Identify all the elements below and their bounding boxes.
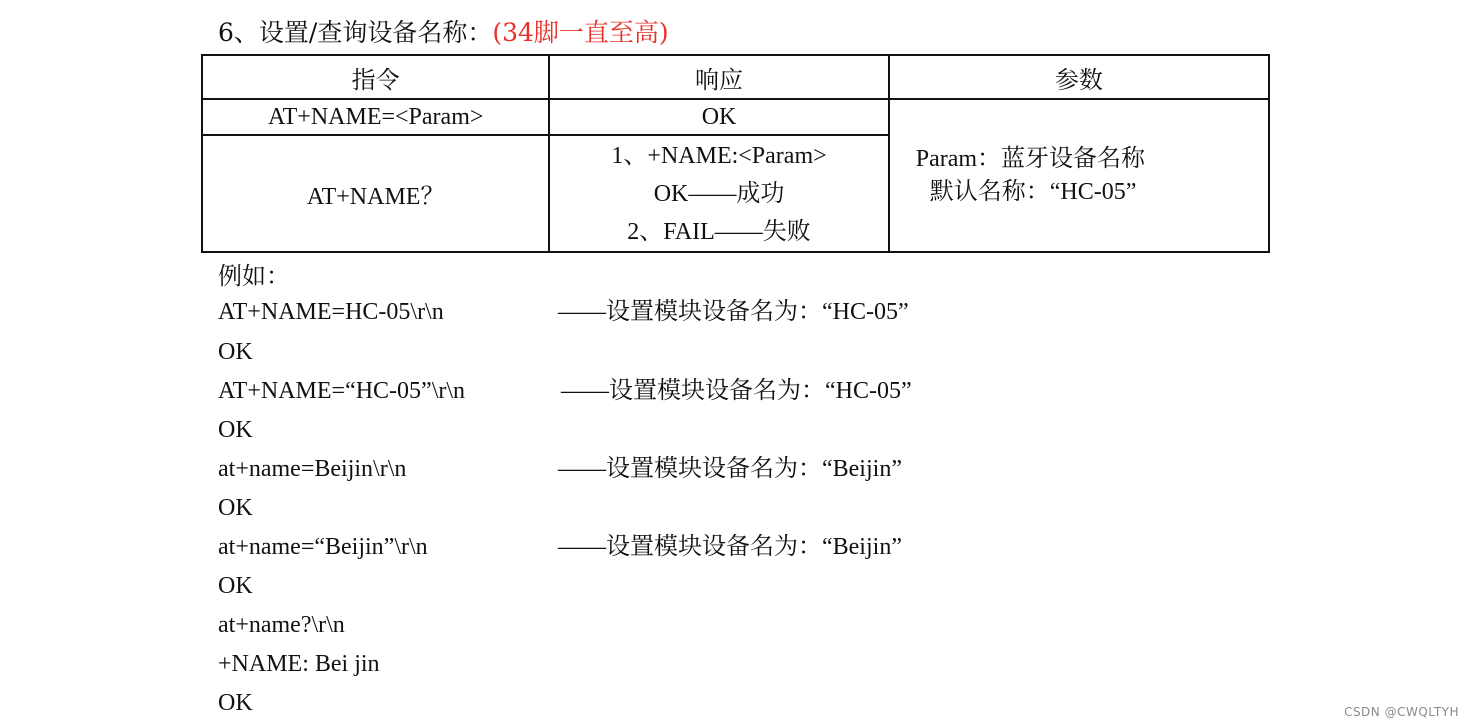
cell-response [549, 135, 888, 252]
example-command: at+name=Beijin\r\n [218, 456, 407, 482]
example-note: ——设置模块设备名为：“Beijin” [558, 534, 902, 560]
section-heading [218, 16, 669, 50]
header-param: 参数 [889, 55, 1269, 99]
example-command: at+name?\r\n [218, 612, 345, 638]
example-note: ——设置模块设备名为：“HC-05” [558, 299, 909, 325]
cell-command: AT+NAME=<Param> [202, 99, 549, 135]
section-title: 设置/查询设备名称： [258, 18, 493, 47]
response-line: 2、FAIL——失败 [627, 218, 811, 245]
example-command: at+name=“Beijin”\r\n [218, 534, 428, 560]
example-command: OK [218, 417, 253, 443]
response-line: OK——成功 [653, 180, 785, 207]
example-command: OK [218, 339, 253, 365]
example-command: OK [218, 573, 253, 599]
example-command: AT+NAME=“HC-05”\r\n [218, 378, 466, 404]
example-command: +NAME: Bei jin [218, 651, 380, 677]
example-command: OK [218, 495, 253, 521]
cell-param [889, 99, 1269, 252]
section-note: (34脚一直至高) [492, 18, 669, 47]
example-command: AT+NAME=HC-05\r\n [218, 299, 444, 325]
response-line: 1、+NAME:<Param> [611, 142, 827, 169]
example-note: ——设置模块设备名为：“Beijin” [558, 456, 902, 482]
watermark: CSDN @CWQLTYH [1344, 705, 1459, 719]
param-line: 默认名称：“HC-05” [929, 178, 1137, 205]
cell-command: AT+NAME？ [202, 135, 549, 252]
example-label-text: 例如： [218, 264, 290, 290]
table-row [202, 99, 1269, 135]
param-line: Param：蓝牙设备名称 [915, 145, 1146, 172]
table-header-row [202, 55, 1269, 99]
example-command: OK [218, 690, 253, 716]
cell-response: OK [549, 99, 888, 135]
command-table [201, 54, 1270, 253]
header-command: 指令 [202, 55, 549, 99]
header-response: 响应 [549, 55, 888, 99]
example-note: ——设置模块设备名为：“HC-05” [561, 378, 912, 404]
section-number: 6、 [218, 18, 259, 47]
